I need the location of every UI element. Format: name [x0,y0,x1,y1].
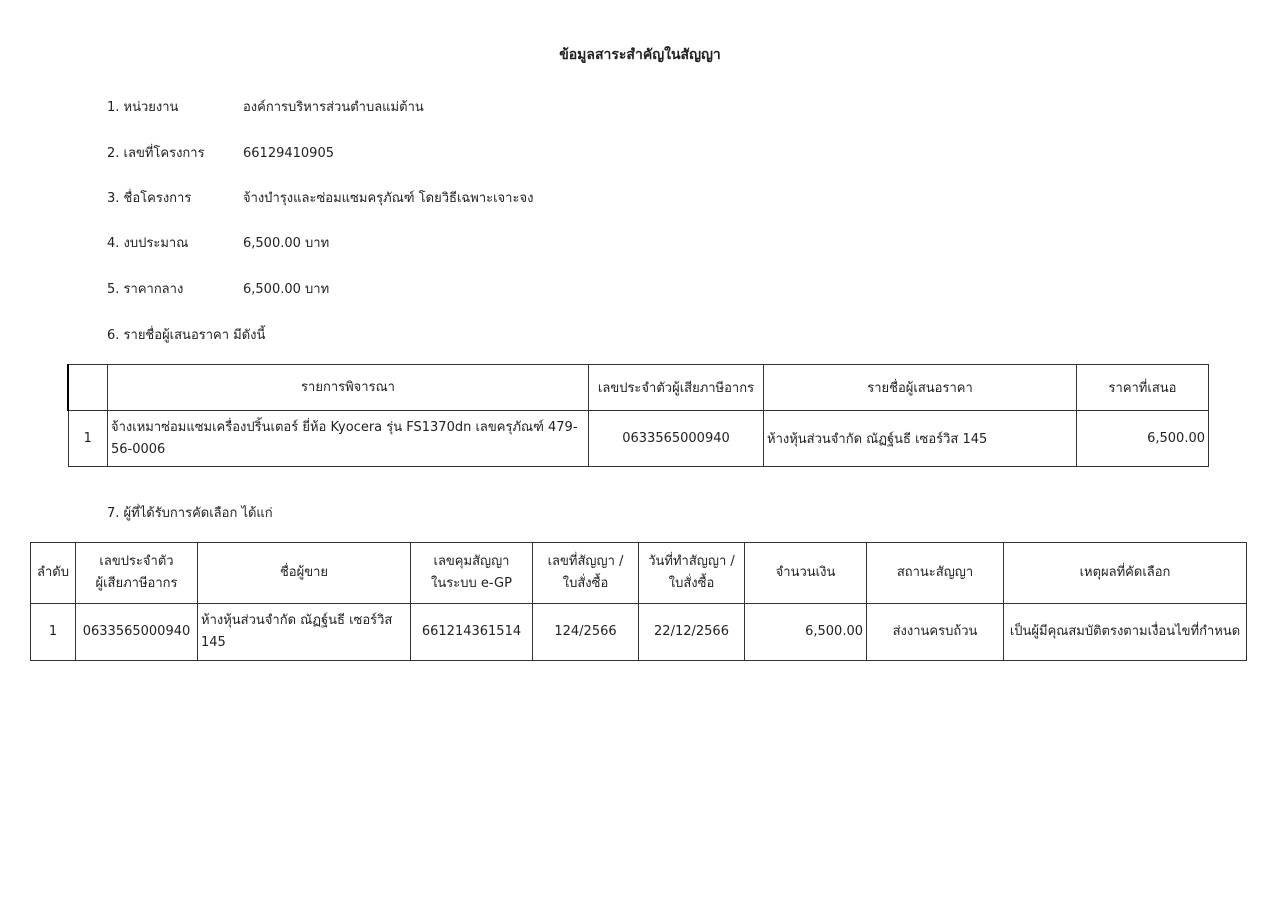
info-row-project-number [107,142,334,163]
table-header-row [31,543,1247,604]
bidders-table [67,364,1209,467]
row-item: จ้างเหมาซ่อมแซมเครื่องปริ้นเตอร์ ยี่ห้อ Kyocera รุ่น FS1370dn เลขครุภัณฑ์ 479-56-0006 [108,411,589,467]
info-label: 2. เลขที่โครงการ [107,146,205,161]
column-header-tax-id: เลขประจำตัว ผู้เสียภาษีอากร [76,543,198,604]
column-header-index [68,365,108,411]
info-value: 66129410905 [243,146,334,161]
info-row-project-name [107,187,533,208]
winners-section-label: 7. ผู้ที่ได้รับการคัดเลือก ได้แก่ [107,506,273,521]
info-row-budget [107,232,329,253]
row-bidder: ห้างหุ้นส่วนจำกัด ณัฏฐ์นธี เซอร์วิส 145 [764,411,1077,467]
row-contract-date: 22/12/2566 [639,604,745,661]
table-header-row [68,365,1209,411]
info-label: 4. งบประมาณ [107,236,189,251]
column-header-price: ราคาที่เสนอ [1077,365,1209,411]
document-title: ข้อมูลสาระสำคัญในสัญญา [559,47,721,63]
column-header-item: รายการพิจารณา [108,365,589,411]
info-row-median-price [107,278,329,299]
info-value: 6,500.00 บาท [243,282,330,297]
row-price: 6,500.00 [1077,411,1209,467]
info-label: 5. ราคากลาง [107,282,184,297]
info-row-agency [107,96,424,117]
row-seller: ห้างหุ้นส่วนจำกัด ณัฏฐ์นธี เซอร์วิส 145 [198,604,411,661]
info-label: 3. ชื่อโครงการ [107,191,192,206]
column-header-index: ลำดับ [31,543,76,604]
row-contract-number: 124/2566 [533,604,639,661]
column-header-amount: จำนวนเงิน [745,543,867,604]
info-label: 1. หน่วยงาน [107,100,179,115]
row-tax-id: 0633565000940 [589,411,764,467]
row-tax-id: 0633565000940 [76,604,198,661]
winners-table [30,542,1247,661]
table-row [31,604,1247,661]
table-row [68,411,1209,467]
column-header-egp-number: เลขคุมสัญญา ในระบบ e-GP [411,543,533,604]
info-value: จ้างบำรุงและซ่อมแซมครุภัณฑ์ โดยวิธีเฉพาะเจาะจง [243,191,534,206]
bidders-section-label: 6. รายชื่อผู้เสนอราคา มีดังนี้ [107,328,266,343]
column-header-status: สถานะสัญญา [867,543,1004,604]
info-value: องค์การบริหารส่วนตำบลแม่ต้าน [243,100,424,115]
column-header-bidder: รายชื่อผู้เสนอราคา [764,365,1077,411]
column-header-reason: เหตุผลที่คัดเลือก [1004,543,1247,604]
row-reason: เป็นผู้มีคุณสมบัติตรงตามเงื่อนไขที่กำหนด [1004,604,1247,661]
column-header-contract-date: วันที่ทำสัญญา / ใบสั่งซื้อ [639,543,745,604]
column-header-contract-number: เลขที่สัญญา / ใบสั่งซื้อ [533,543,639,604]
row-index: 1 [68,411,108,467]
row-status: ส่งงานครบถ้วน [867,604,1004,661]
column-header-tax-id: เลขประจำตัวผู้เสียภาษีอากร [589,365,764,411]
row-egp-number: 661214361514 [411,604,533,661]
row-amount: 6,500.00 [745,604,867,661]
column-header-seller: ชื่อผู้ขาย [198,543,411,604]
info-value: 6,500.00 บาท [243,236,330,251]
row-index: 1 [31,604,76,661]
